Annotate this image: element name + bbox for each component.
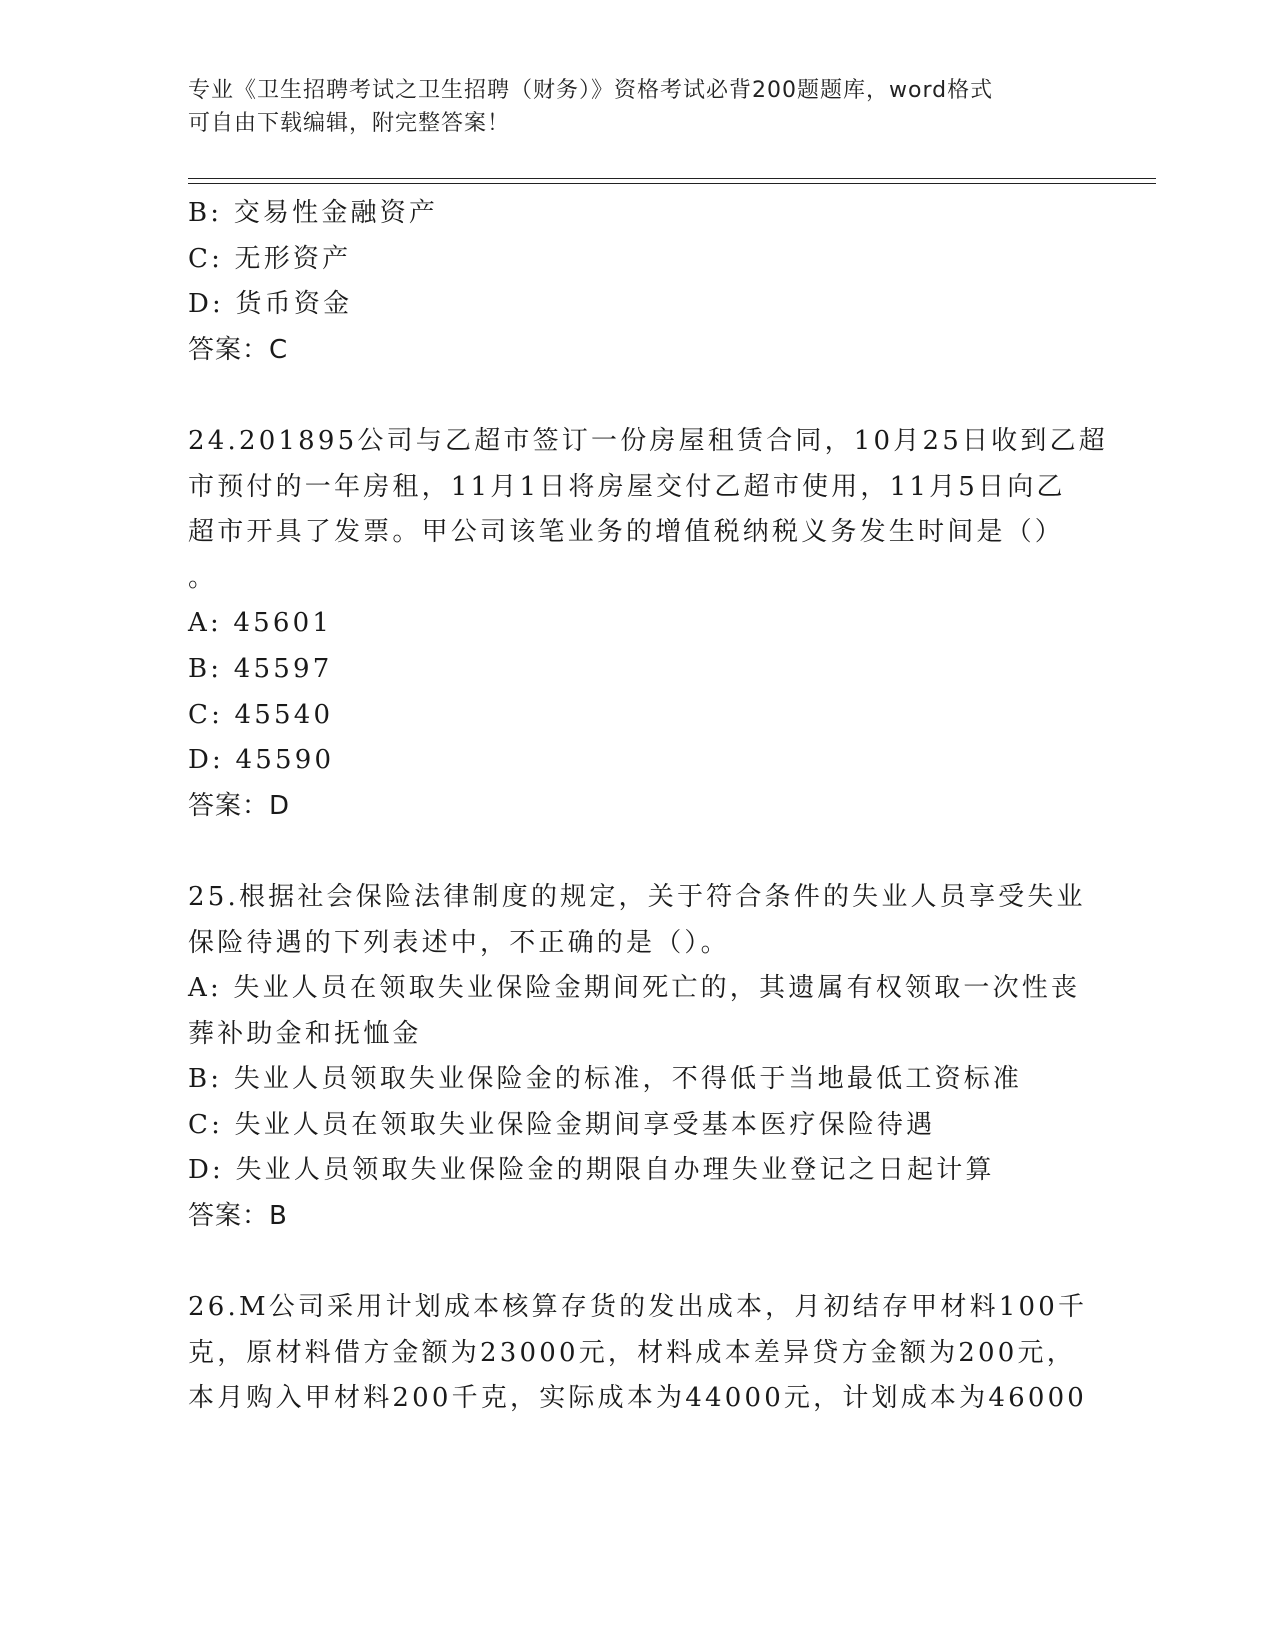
header-title-line-2: 可自由下载编辑，附完整答案！ [188, 111, 511, 136]
question-26 [188, 1285, 1088, 1422]
question-stem: 25.根据社会保险法律制度的规定，关于符合条件的失业人员享受失业 [188, 881, 1086, 912]
spacer [188, 829, 1088, 875]
option-b: B: 交易性金融资产 [188, 198, 439, 228]
question-stem: 超市开具了发票。甲公司该笔业务的增值税纳税义务发生时间是（） [188, 517, 1065, 548]
document-header [188, 74, 1068, 140]
option-d: D: 失业人员领取失业保险金的期限自办理失业登记之日起计算 [188, 1155, 995, 1186]
option-b: B: 45597 [188, 653, 333, 684]
option-d: D: 货币资金 [188, 289, 353, 320]
option-c: C: 无形资产 [188, 243, 352, 274]
question-stem: 克，原材料借方金额为23000元，材料成本差异贷方金额为200元， [188, 1337, 1076, 1368]
question-24 [188, 419, 1108, 829]
question-25 [188, 875, 1088, 1240]
option-d: D: 45590 [188, 745, 335, 776]
answer: 答案：B [188, 1201, 288, 1232]
question-23-continued [188, 191, 1088, 373]
question-stem: 保险待遇的下列表述中，不正确的是（）。 [188, 927, 730, 958]
question-stem: 26.M公司采用计划成本核算存货的发出成本，月初结存甲材料100千 [188, 1292, 1088, 1323]
question-stem: 本月购入甲材料200千克，实际成本为44000元，计划成本为46000 [188, 1383, 1088, 1414]
header-divider-top [188, 178, 1156, 179]
answer: 答案：C [188, 334, 289, 365]
question-list [188, 191, 1108, 1422]
option-a: A: 失业人员在领取失业保险金期间死亡的，其遗属有权领取一次性丧 [188, 973, 1081, 1004]
option-b: B: 失业人员领取失业保险金的标准，不得低于当地最低工资标准 [188, 1064, 1023, 1095]
spacer [188, 1240, 1088, 1286]
header-title-line-1: 专业《卫生招聘考试之卫生招聘（财务）》资格考试必背200题题库，word格式 [188, 78, 994, 103]
question-stem: 24.201895公司与乙超市签订一份房屋租赁合同，10月25日收到乙超 [188, 425, 1108, 456]
spacer [188, 373, 1088, 419]
question-stem: 。 [188, 562, 218, 593]
option-c: C: 失业人员在领取失业保险金期间享受基本医疗保险待遇 [188, 1109, 936, 1140]
question-stem: 市预付的一年房租，11月1日将房屋交付乙超市使用，11月5日向乙 [188, 471, 1066, 502]
option-a: A: 45601 [188, 608, 333, 639]
answer: 答案：D [188, 790, 291, 821]
option-a-continued: 葬补助金和抚恤金 [188, 1018, 422, 1049]
option-c: C: 45540 [188, 699, 334, 730]
header-divider-bottom [188, 183, 1156, 184]
